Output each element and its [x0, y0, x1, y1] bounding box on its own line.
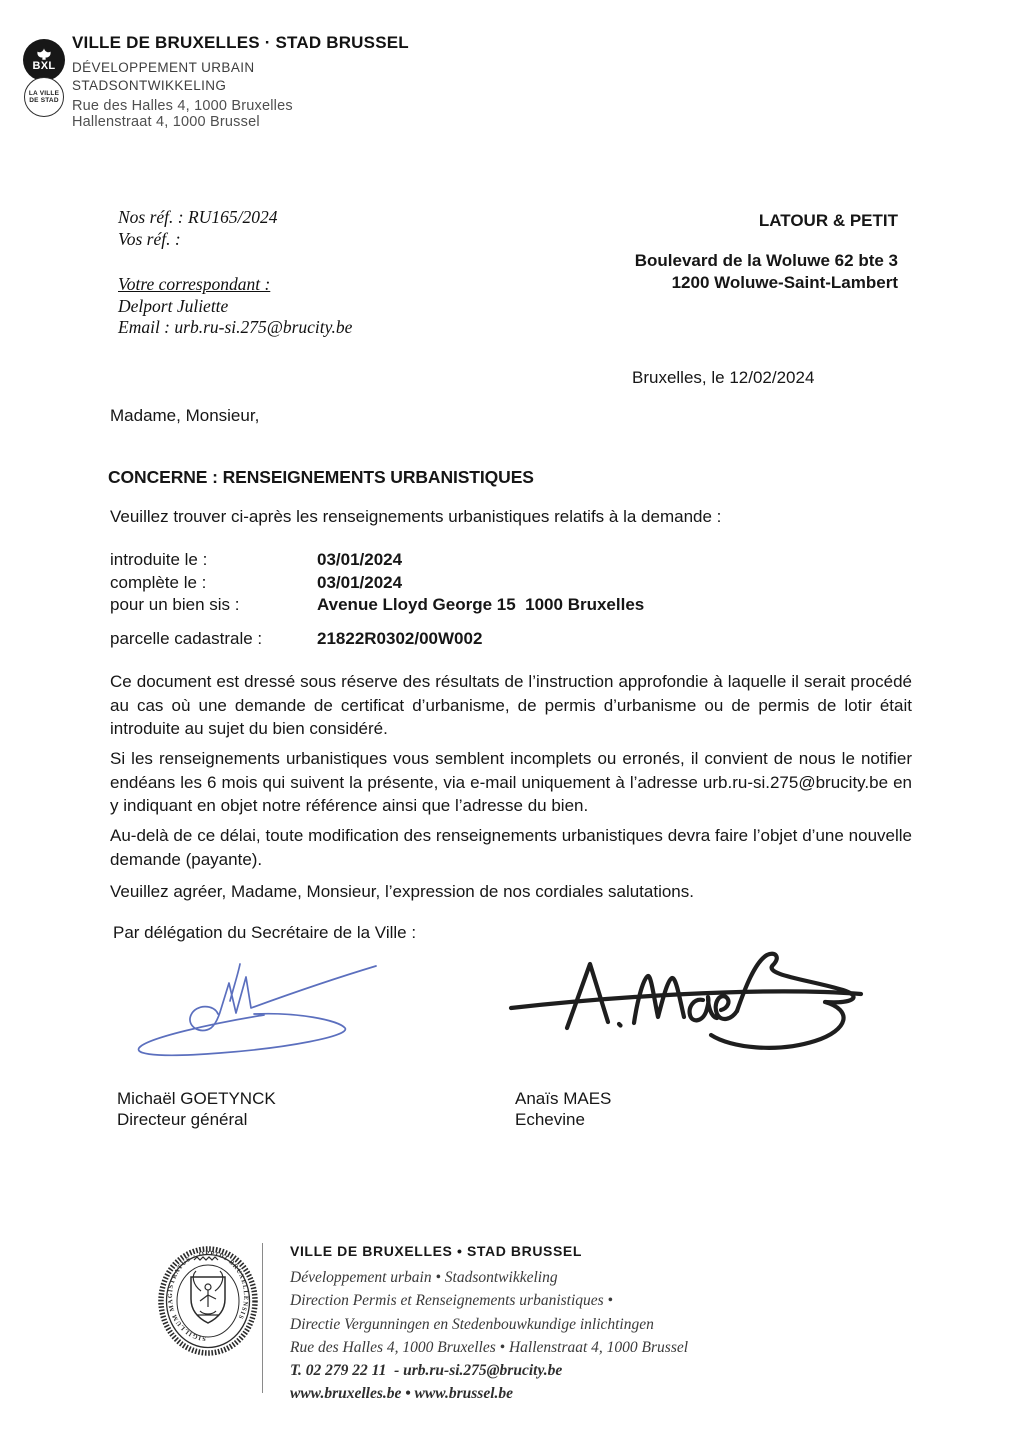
dept-nl: STADSONTWIKKELING	[72, 77, 227, 93]
request-details	[110, 549, 644, 650]
body-paragraph: Si les renseignements urbanistiques vous semblent incomplets ou erronés, il convient de nous le notifier endéans les 6 mois qui suivent la présente, via e-mail uniquement à l’adresse urb.ru-si.275@brucity.be en y indiquant en objet notre référence ainsi que l’adresse du bien.	[110, 749, 912, 815]
signer-title: Directeur général	[117, 1110, 248, 1129]
footer-line: Direction Permis et Renseignements urbanistiques •	[290, 1292, 613, 1310]
recipient-block	[635, 210, 898, 294]
detail-label: parcelle cadastrale :	[110, 628, 263, 648]
header-address-fr: Rue des Halles 4, 1000 Bruxelles	[72, 98, 293, 114]
our-reference: Nos réf. : RU165/2024	[118, 207, 278, 227]
footer-line: Rue des Halles 4, 1000 Bruxelles • Hallenstraat 4, 1000 Brussel	[290, 1338, 689, 1356]
date-line: Bruxelles, le 12/02/2024	[632, 368, 815, 387]
detail-row-parcel	[110, 628, 644, 651]
body-paragraph: Au-delà de ce délai, toute modification des renseignements urbanistiques devra faire l’objet d’une nouvelle demande (payante).	[110, 826, 912, 869]
city-seal-icon	[157, 1245, 259, 1357]
city-logo-line1: LA VILLE	[28, 90, 60, 97]
correspondent-name: Delport Juliette	[118, 295, 229, 316]
signer-name: Anaïs MAES	[515, 1089, 612, 1108]
detail-row-property	[110, 594, 644, 617]
reference-block	[118, 207, 538, 339]
recipient-address-line1: Boulevard de la Woluwe 62 bte 3	[634, 251, 898, 270]
delegation-line: Par délégation du Secrétaire de la Ville :	[113, 923, 417, 942]
footer-org-name: VILLE DE BRUXELLES • STAD BRUSSEL	[290, 1243, 583, 1259]
recipient-name: LATOUR & PETIT	[758, 211, 898, 230]
dept-fr: DÉVELOPPEMENT URBAIN	[72, 60, 255, 75]
salutation: Madame, Monsieur,	[110, 406, 260, 425]
footer-line: Directie Vergunningen en Stedenbouwkundige inlichtingen	[290, 1315, 654, 1333]
signer-title: Echevine	[515, 1110, 585, 1129]
bxl-logo-icon	[23, 39, 65, 81]
detail-row-introduced	[110, 549, 644, 572]
signature-goetynck	[122, 956, 397, 1068]
detail-value: 03/01/2024	[317, 572, 403, 592]
signer-right-block	[515, 1088, 611, 1130]
city-logo-line2: DE STAD	[29, 97, 59, 104]
correspondent-email: Email : urb.ru-si.275@brucity.be	[118, 317, 353, 337]
bxl-logo-label: BXL	[32, 60, 56, 72]
recipient-address-line2: 1200 Woluwe-Saint-Lambert	[671, 273, 898, 292]
signature-maes	[505, 948, 875, 1073]
footer-contact-line: T. 02 279 22 11 - urb.ru-si.275@brucity.be	[290, 1362, 563, 1380]
detail-label: complète le :	[110, 572, 207, 592]
footer-line: Développement urbain • Stadsontwikkeling	[290, 1269, 558, 1286]
your-reference: Vos réf. :	[118, 228, 181, 249]
city-logo-icon	[24, 77, 64, 117]
intro-line: Veuillez trouver ci-après les renseignements urbanistiques relatifs à la demande :	[110, 507, 722, 526]
detail-value: 21822R0302/00W002	[317, 628, 483, 648]
signer-name: Michaël GOETYNCK	[117, 1089, 276, 1108]
signer-left-block	[117, 1088, 276, 1130]
footer-block	[290, 1243, 850, 1406]
detail-row-complete	[110, 572, 644, 595]
header-address-nl: Hallenstraat 4, 1000 Brussel	[72, 114, 260, 130]
detail-label: pour un bien sis :	[110, 595, 240, 614]
footer-divider	[262, 1243, 263, 1393]
correspondent-label: Votre correspondant :	[118, 274, 271, 294]
footer-web-line: www.bruxelles.be • www.brussel.be	[290, 1385, 514, 1403]
detail-label: introduite le :	[110, 550, 208, 569]
closing-line: Veuillez agréer, Madame, Monsieur, l’expression de nos cordiales salutations.	[110, 882, 694, 901]
body-paragraph: Ce document est dressé sous réserve des résultats de l’instruction approfondie à laquelle il serait procédé au cas où une demande de certificat d’urbanisme, de permis d’urbanisme ou de permis de lotir était introduite au sujet du bien considéré.	[110, 672, 912, 738]
header-org-block	[72, 33, 409, 130]
detail-value: 03/01/2024	[317, 550, 403, 569]
org-name: VILLE DE BRUXELLES · STAD BRUSSEL	[72, 33, 409, 52]
svg-text:SIGILLUM MAGISTRATUS · OPPIDI: SIGILLUM MAGISTRATUS · OPPIDI BRUXELLENSIS	[166, 1249, 250, 1342]
detail-value: Avenue Lloyd George 15 1000 Bruxelles	[317, 595, 645, 614]
subject-line: CONCERNE : RENSEIGNEMENTS URBANISTIQUES	[108, 467, 534, 487]
